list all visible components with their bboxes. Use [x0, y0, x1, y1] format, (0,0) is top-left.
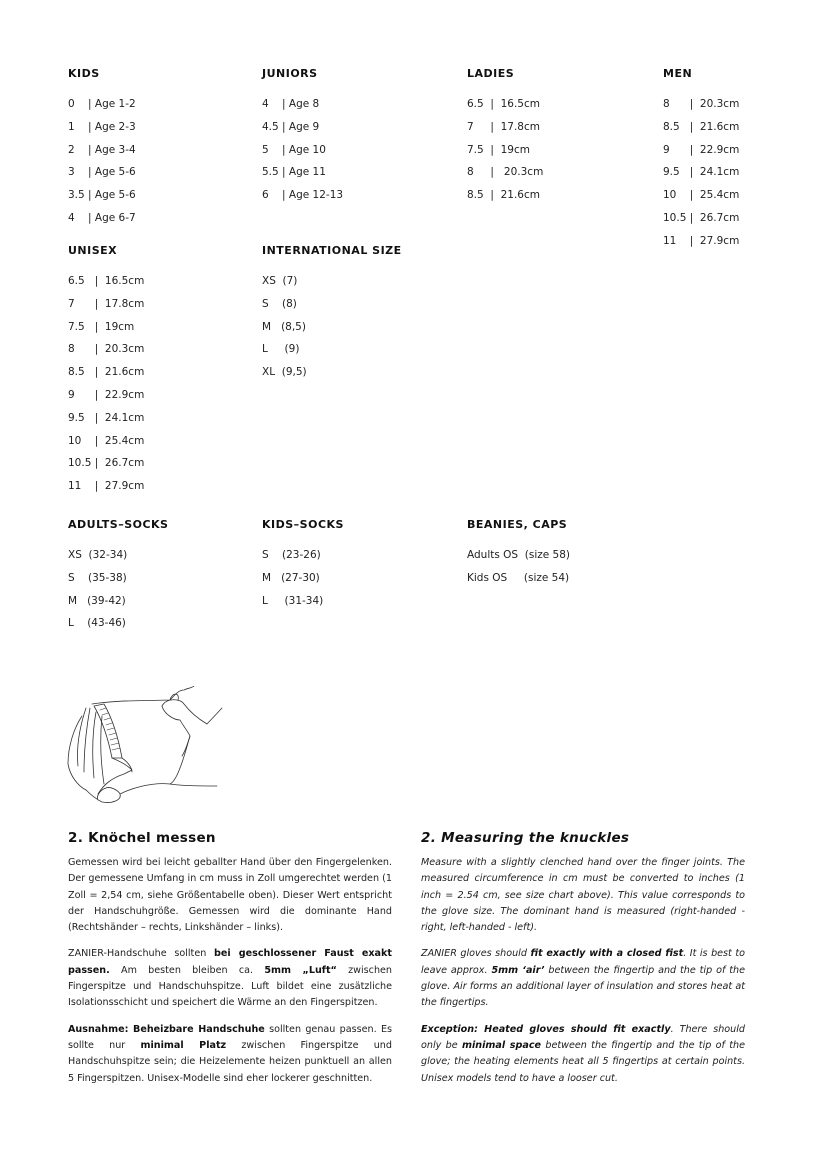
table-row: 10 | 25.4cm [68, 434, 145, 447]
table-row: S (23-26) [262, 549, 321, 561]
heading-kids-socks: KIDS–SOCKS [262, 518, 344, 531]
table-row: 9 | 22.9cm [663, 143, 740, 156]
table-row: M (8,5) [262, 320, 306, 333]
heading-kids: KIDS [68, 67, 100, 80]
paragraph: Exception: Heated gloves should fit exactly. There should only be minimal space between the fingertip and the tip of the glove; the heating elements heat all 5 fingertips at certain points. Unisex models tend to have a looser cut. [421, 1023, 746, 1084]
table-men [663, 67, 739, 257]
table-row: 8 | 20.3cm [663, 98, 740, 110]
table-row: 5 | Age 10 [262, 143, 326, 156]
table-international-size [262, 244, 402, 388]
table-unisex [68, 244, 144, 502]
table-kids-socks [262, 518, 344, 616]
table-row: Adults OS (size 58) [467, 549, 571, 561]
table-juniors [262, 67, 343, 211]
table-row: 0 | Age 1-2 [68, 98, 136, 110]
table-row: 10 | 25.4cm [663, 189, 740, 202]
table-row: L (9) [262, 343, 300, 356]
table-row: 7 | 17.8cm [467, 120, 540, 133]
paragraph: ZANIER-Handschuhe sollten bei geschlossener Faust exakt passen. Am besten bleiben ca. 5mm „Luft“ zwischen Fingerspitze und Handschuhspitze. Luft bildet eine zusätzliche Isolationsschicht und speichert die Wärme an den Fingerspitzen. [68, 948, 393, 1009]
table-adults-socks [68, 518, 168, 639]
table-row: 8 | 20.3cm [467, 166, 544, 179]
section-title-english: 2. Measuring the knuckles [421, 830, 630, 846]
table-row: 1 | Age 2-3 [68, 120, 136, 133]
table-row: 4 | Age 6-7 [68, 211, 136, 224]
table-row: 7 | 17.8cm [68, 297, 145, 310]
heading-unisex: UNISEX [68, 244, 118, 257]
paragraph: Measure with a slightly clenched hand over the finger joints. The measured circumference in cm must be converted to inches (1 inch = 2.54 cm, see size chart above). This value corresponds to the glove size. The dominant hand is measured (right-handed - right, left-handed - left). [421, 857, 745, 934]
heading-juniors: JUNIORS [262, 67, 318, 80]
heading-international-size: INTERNATIONAL SIZE [262, 244, 402, 257]
table-row: 4 | Age 8 [262, 98, 320, 110]
table-ladies [467, 67, 543, 211]
table-row: 4.5 | Age 9 [262, 120, 320, 133]
table-row: 8.5 | 21.6cm [663, 120, 740, 133]
table-row: 8.5 | 21.6cm [467, 189, 540, 202]
paragraph: Gemessen wird bei leicht geballter Hand über den Fingergelenken. Der gemessene Umfang in cm muss in Zoll umgerechtet werden (1 Zoll = 2,54 cm, siehe Größentabelle oben). Dieser Wert entspricht der Handschuhgröße. Gemessen wird die dominante Hand (Rechtshänder – rechts, Linkshänder – links). [68, 857, 392, 934]
table-row: 9.5 | 24.1cm [68, 411, 145, 424]
table-row: L (43-46) [68, 617, 126, 630]
table-row: 8.5 | 21.6cm [68, 366, 145, 379]
table-row: 7.5 | 19cm [467, 143, 530, 156]
table-row: 10.5 | 26.7cm [68, 457, 145, 470]
table-row: XS (7) [262, 275, 298, 287]
table-row: 8 | 20.3cm [68, 343, 145, 356]
english-section [421, 830, 745, 1097]
table-row: M (39-42) [68, 594, 126, 607]
table-row: S (35-38) [68, 571, 127, 584]
heading-beanies-caps: BEANIES, CAPS [467, 518, 568, 531]
table-row: M (27-30) [262, 571, 320, 584]
hand-measuring-tape-icon [62, 686, 232, 814]
table-kids [68, 67, 136, 234]
table-row: 3.5 | Age 5-6 [68, 189, 136, 202]
table-row: 6.5 | 16.5cm [68, 275, 145, 287]
table-row: 10.5 | 26.7cm [663, 211, 740, 224]
table-row: XS (32-34) [68, 549, 128, 561]
heading-ladies: LADIES [467, 67, 515, 80]
table-row: Kids OS (size 54) [467, 571, 570, 584]
table-row: 11 | 27.9cm [663, 234, 740, 247]
paragraph: ZANIER gloves should fit exactly with a closed fist. It is best to leave approx. 5mm ‘air’ between the fingertip and the tip of the glove. Air forms an additional layer of insulation and stores heat at the fingertips. [421, 948, 745, 1009]
table-row: 5.5 | Age 11 [262, 166, 326, 179]
table-row: 9 | 22.9cm [68, 388, 145, 401]
table-row: XL (9,5) [262, 366, 307, 379]
german-section [68, 830, 392, 1097]
table-row: 7.5 | 19cm [68, 320, 135, 333]
table-row: 11 | 27.9cm [68, 480, 145, 493]
section-title-german: 2. Knöchel messen [68, 830, 216, 846]
table-row: 6.5 | 16.5cm [467, 98, 540, 110]
table-beanies-caps [467, 518, 570, 594]
table-row: L (31-34) [262, 594, 324, 607]
heading-adults-socks: ADULTS–SOCKS [68, 518, 169, 531]
paragraph: Ausnahme: Beheizbare Handschuhe sollten genau passen. Es sollte nur minimal Platz zwischen Fingerspitze und Handschuhspitze sein; die Heizelemente heizen punktuell an allen 5 Fingerspitzen. Unisex-Modelle sind eher lockerer geschnitten. [68, 1023, 393, 1084]
heading-men: MEN [663, 67, 693, 80]
table-row: 9.5 | 24.1cm [663, 166, 740, 179]
table-row: 2 | Age 3-4 [68, 143, 136, 156]
table-row: 6 | Age 12-13 [262, 189, 344, 202]
table-row: 3 | Age 5-6 [68, 166, 136, 179]
table-row: S (8) [262, 297, 297, 310]
